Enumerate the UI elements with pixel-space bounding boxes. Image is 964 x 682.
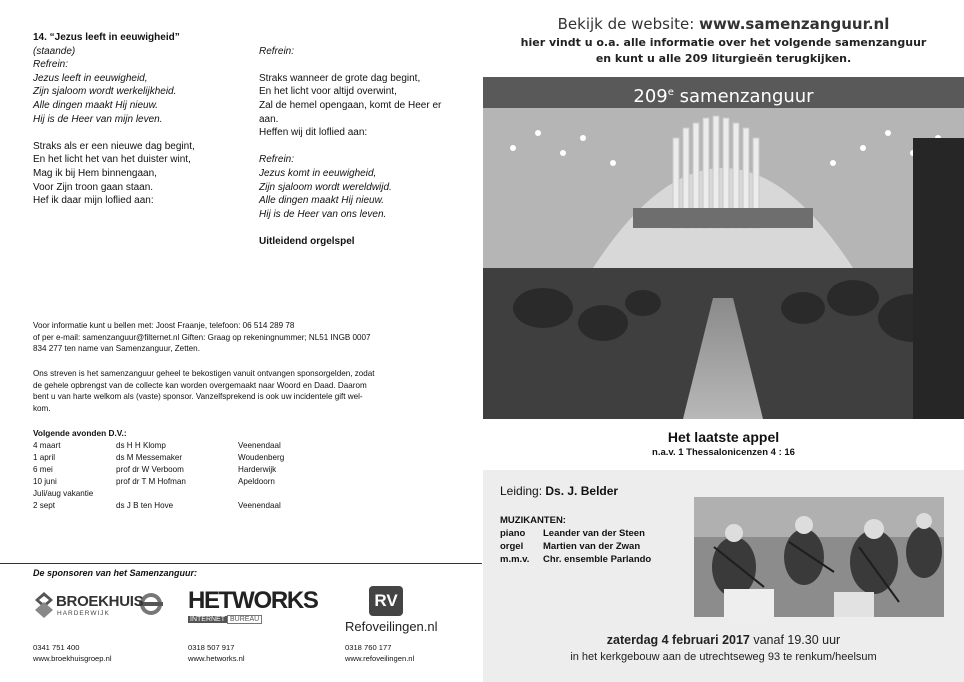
rv-badge: RV [369, 586, 403, 616]
schedule-row [33, 465, 333, 477]
website-url[interactable]: www.samenzanguur.nl [699, 15, 890, 33]
church-photo [483, 108, 964, 419]
divider [0, 563, 482, 564]
schedule-title: Volgende avonden D.V.: [33, 428, 127, 438]
schedule-date: 1 april [33, 452, 56, 462]
leader-name: Ds. J. Belder [545, 484, 619, 498]
sponsors-title: De sponsoren van het Samenzanguur: [33, 568, 198, 578]
musician-row [500, 527, 645, 540]
schedule-place: Apeldoorn [238, 477, 275, 487]
musician-role: m.m.v. [500, 554, 530, 565]
song-line: Zijn sjaloom wordt wereldwijd. [259, 181, 392, 193]
schedule-date: 4 maart [33, 440, 61, 450]
schedule [33, 428, 333, 514]
song-line [259, 140, 479, 154]
song-line: Hij is de Heer van ons leven. [259, 208, 387, 220]
leader: Leiding: Ds. J. Belder [500, 484, 619, 498]
song-line: Alle dingen maakt Hij nieuw. [259, 195, 385, 207]
schedule-place: Veenendaal [238, 440, 281, 450]
schedule-row [33, 441, 333, 453]
schedule-date: 2 sept [33, 501, 56, 511]
website-line: Bekijk de website: www.samenzanguur.nl [557, 15, 890, 33]
song-line: Jezus leeft in eeuwigheid, [33, 72, 148, 84]
contact-info: Voor informatie kunt u bellen met: Joost Fraanje, telefoon: 06 514 289 78 of per e-mail: samenzanguur@filternet.nl Giften: Graag op rekeningnummer; NL51 INGB 0007 834 277 ten name van Samenzanguur, Zetten. [33, 321, 371, 353]
sermon-title: Het laatste appel [667, 429, 780, 445]
song-line: Refrein: [259, 45, 295, 57]
song-line: Mag ik bij Hem binnengaan, [33, 167, 157, 179]
musician-role: piano [500, 528, 526, 539]
ensemble-photo [694, 497, 944, 617]
song-line: Straks als er een nieuwe dag begint, [33, 140, 195, 152]
schedule-date: Juli/aug vakantie [33, 489, 94, 499]
song-column-2 [259, 45, 479, 249]
musician-row [500, 540, 641, 553]
schedule-date: 10 juni [33, 477, 57, 487]
broekhuis-contact: 0341 751 400 www.broekhuisgroep.nl [33, 643, 112, 663]
musician-role: orgel [500, 541, 524, 552]
song-line: Zijn sjaloom wordt werkelijkheid. [33, 86, 177, 98]
musician-row [500, 553, 652, 566]
schedule-place: Veenendaal [238, 501, 281, 511]
song-line: Hij is de Heer van mijn leven. [33, 113, 163, 125]
song-line [259, 58, 479, 72]
schedule-speaker: ds J B ten Hove [116, 501, 174, 511]
song-line: Alle dingen maakt Hij nieuw. [33, 99, 159, 111]
schedule-speaker: prof dr T M Hofman [116, 477, 186, 487]
song-line: Refrein: [259, 154, 295, 166]
broekhuis-sub: HARDERWIJK [57, 610, 110, 617]
song-line: En het licht het van het duister wint, [33, 154, 191, 166]
song-column-1 [33, 45, 253, 208]
song-line: Zal de hemel opengaan, komt de Heer er [259, 99, 442, 111]
song-line: Jezus komt in eeuwigheid, [259, 167, 377, 179]
song-line: Straks wanneer de grote dag begint, [259, 72, 421, 84]
song-line [259, 221, 479, 235]
schedule-speaker: ds H H Klomp [116, 440, 166, 450]
song-line: Refrein: [33, 59, 69, 71]
song-line: aan. [259, 113, 279, 125]
schedule-speaker: prof dr W Verboom [116, 464, 184, 474]
musician-name: Chr. ensemble Parlando [543, 554, 652, 565]
schedule-place: Harderwijk [238, 464, 277, 474]
broekhuis-name: BROEKHUIS [56, 593, 144, 610]
schedule-row [33, 489, 333, 501]
refoveilingen-name: Refoveilingen.nl [345, 619, 438, 634]
song-line: Heffen wij dit loflied aan: [259, 127, 368, 139]
song-title: 14. “Jezus leeft in eeuwigheid” [33, 32, 180, 43]
song-line: Hef ik daar mijn loflied aan: [33, 195, 154, 207]
edition-banner: 209e samenzanguur [483, 77, 964, 108]
song-block [33, 31, 180, 45]
refoveilingen-contact: 0318 760 177 www.refoveilingen.nl [345, 643, 415, 663]
song-line: (staande) [33, 45, 76, 57]
website-info-2: en kunt u alle 209 liturgieën terugkijken. [595, 52, 852, 65]
schedule-date: 6 mei [33, 464, 53, 474]
hetworks-contact: 0318 507 917 www.hetworks.nl [188, 643, 245, 663]
song-line: Uitleidend orgelspel [259, 235, 355, 247]
musicians-title: MUZIKANTEN: [500, 515, 566, 526]
website-info-1: hier vindt u o.a. alle informatie over het volgende samenzanguur [520, 36, 927, 49]
broekhuis-logo [33, 590, 168, 626]
schedule-row [33, 453, 333, 465]
hetworks-logo: HETWORKS INTERNET BUREAU [188, 587, 318, 623]
event-location: in het kerkgebouw aan de utrechtseweg 93 te renkum/heelsum [570, 651, 877, 663]
song-line: En het licht voor altijd overwint, [259, 86, 397, 98]
schedule-place: Woudenberg [238, 452, 285, 462]
refoveilingen-logo [345, 586, 455, 638]
schedule-speaker: ds M Messemaker [116, 452, 183, 462]
musicians [500, 514, 652, 566]
musician-name: Martien van der Zwan [543, 541, 641, 552]
sponsor-appeal: Ons streven is het samenzanguur geheel te bekostigen vanuit ontvangen sponsorgelden, zodat de gehele opbrengst van de collecte kan worden overgemaakt naar Woord en Daad. Daarom bent u van harte welkom als (vaste) sponsor. Vanzelfsprekend is ook uw incidentele gift wel- kom. [33, 369, 375, 413]
event-datetime: zaterdag 4 februari 2017 vanaf 19.30 uur [606, 633, 841, 647]
hetworks-name: HETWORKS [188, 587, 318, 614]
schedule-row [33, 501, 333, 513]
schedule-row [33, 477, 333, 489]
sermon-reference: n.a.v. 1 Thessalonicenzen 4 : 16 [652, 447, 795, 458]
song-line [33, 126, 253, 140]
musician-name: Leander van der Steen [543, 528, 645, 539]
song-line: Voor Zijn troon gaan staan. [33, 181, 154, 193]
